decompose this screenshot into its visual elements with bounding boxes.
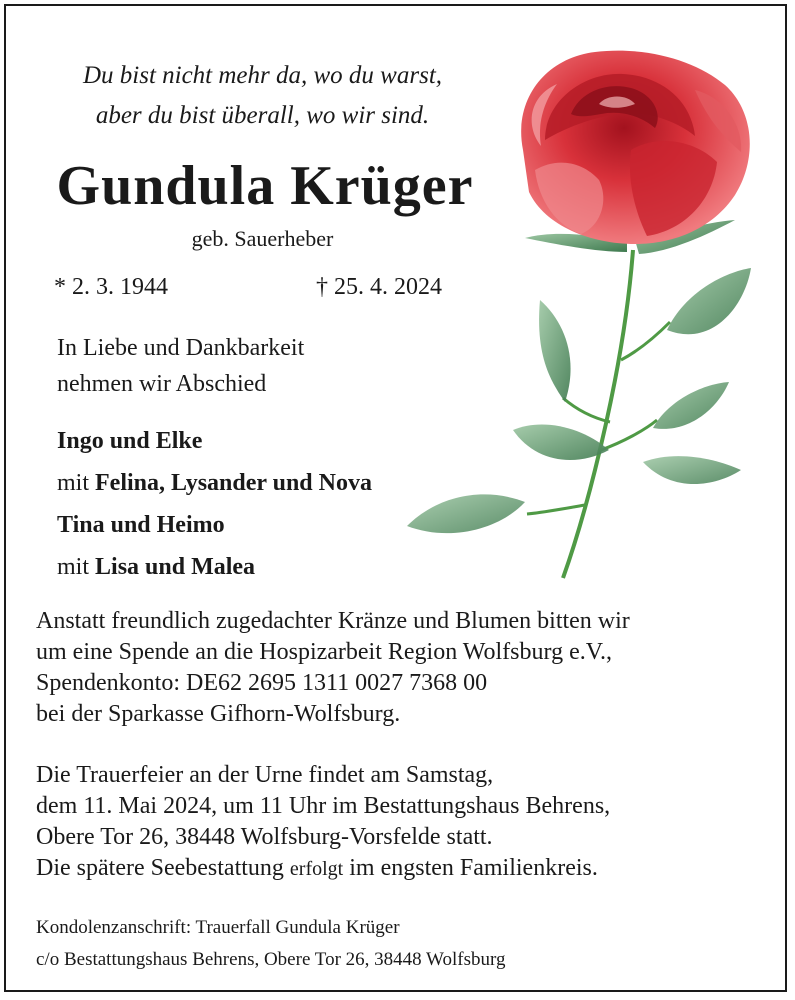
ceremony-line-4-part-2: erfolgt bbox=[289, 858, 344, 880]
ceremony-line-3: Obere Tor 26, 38448 Wolfsburg-Vorsfelde statt. bbox=[36, 824, 493, 850]
family-names: Tina und Heimo bbox=[57, 512, 225, 538]
birth-date: * 2. 3. 1944 bbox=[54, 274, 168, 300]
condolence-line-2: c/o Bestattungshaus Behrens, Obere Tor 26, 38448 Wolfsburg bbox=[36, 949, 506, 970]
motto-line-2: aber du bist überall, wo wir sind. bbox=[95, 102, 430, 129]
family-row bbox=[57, 504, 372, 546]
condolence-address bbox=[36, 912, 505, 976]
ceremony-line-4-part-3: im engsten Familienkreis. bbox=[343, 855, 598, 881]
donation-line-2: um eine Spende an die Hospizarbeit Region Wolfsburg e.V., bbox=[36, 639, 612, 665]
motto-line-1: Du bist nicht mehr da, wo du warst, bbox=[82, 62, 443, 89]
donation-line-1: Anstatt freundlich zugedachter Kränze und Blumen bitten wir bbox=[36, 608, 630, 634]
family-list bbox=[57, 420, 372, 588]
donation-text bbox=[36, 606, 630, 730]
death-date: † 25. 4. 2024 bbox=[316, 274, 442, 300]
deceased-name: Gundula Krüger bbox=[56, 155, 474, 217]
ceremony-line-2: dem 11. Mai 2024, um 11 Uhr im Bestattungshaus Behrens, bbox=[36, 793, 611, 819]
ceremony-text bbox=[36, 760, 610, 885]
donation-line-3: Spendenkonto: DE62 2695 1311 0027 7368 00 bbox=[36, 670, 488, 696]
family-row bbox=[57, 420, 372, 462]
family-row bbox=[57, 546, 372, 588]
ceremony-line-4 bbox=[36, 853, 610, 885]
ceremony-line-4-part-1: Die spätere Seebestattung bbox=[36, 855, 290, 881]
family-row bbox=[57, 462, 372, 504]
family-prefix: mit bbox=[57, 470, 96, 496]
family-names: Felina, Lysander und Nova bbox=[95, 470, 372, 496]
family-prefix: mit bbox=[57, 554, 96, 580]
rose-illustration bbox=[395, 30, 770, 590]
family-names: Ingo und Elke bbox=[57, 428, 203, 454]
family-names: Lisa und Malea bbox=[95, 554, 256, 580]
ceremony-line-1: Die Trauerfeier an der Urne findet am Samstag, bbox=[36, 762, 494, 788]
birth-name: geb. Sauerheber bbox=[191, 226, 334, 251]
donation-line-4: bei der Sparkasse Gifhorn-Wolfsburg. bbox=[36, 701, 401, 727]
condolence-line-1: Kondolenzanschrift: Trauerfall Gundula Krüger bbox=[36, 917, 400, 938]
farewell-line-1: In Liebe und Dankbarkeit bbox=[57, 335, 305, 361]
farewell-line-2: nehmen wir Abschied bbox=[57, 371, 267, 397]
farewell-text bbox=[57, 330, 304, 402]
